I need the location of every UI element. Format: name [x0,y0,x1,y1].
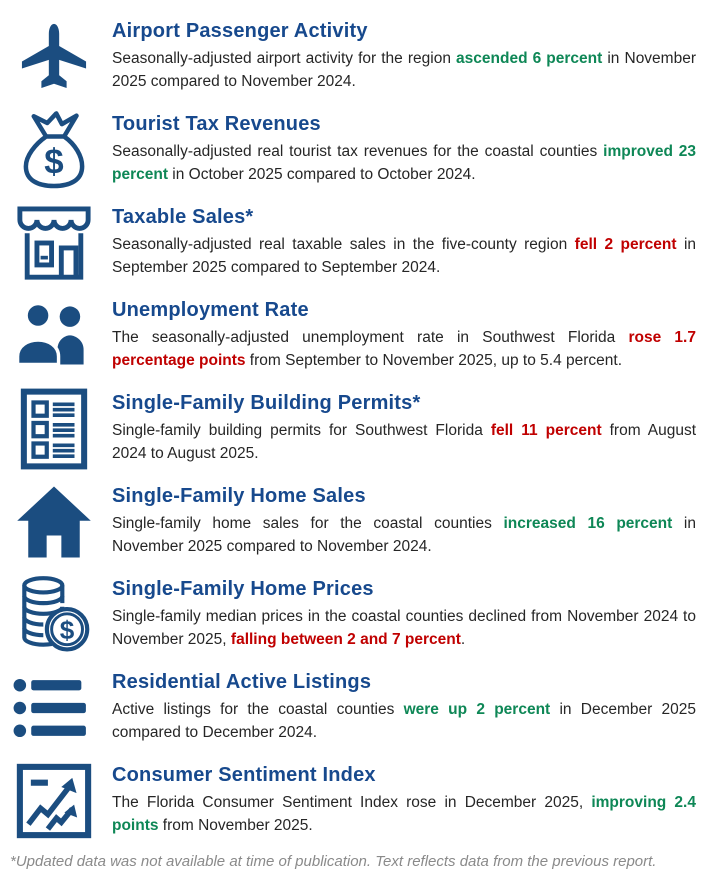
highlight-green: improved 23 percent [112,142,697,183]
indicator-section [10,291,696,380]
body-text: Active listings for the coastal counties [112,700,404,718]
section-body [112,327,696,373]
body-text: in September 2025 compared to September 2024. [112,235,697,276]
body-text: in November 2025 compared to November 2024. [112,514,696,555]
section-body [112,606,696,652]
section-title: Airport Passenger Activity [112,19,368,42]
people-icon [12,303,96,369]
section-title: Residential Active Listings [112,670,372,693]
indicator-section [10,756,696,845]
section-title: Single-Family Home Sales [112,484,366,507]
section-body [112,48,696,94]
highlight-red: falling between 2 and 7 percent [230,630,461,648]
section-body [112,699,696,745]
chart-increase-icon [15,762,93,840]
section-body [112,792,696,838]
section-body [112,234,696,280]
body-text: Seasonally-adjusted real tourist tax revenues for the coastal counties [112,142,604,160]
body-text: from September to November 2025, up to 5.4 percent. [245,351,623,369]
indicator-section [10,570,696,659]
indicator-section [10,384,696,473]
airplane-icon [18,17,90,97]
indicator-section [10,198,696,287]
body-text: Seasonally-adjusted real taxable sales in the five-county region [112,235,575,253]
indicator-section [10,477,696,566]
svg-text:$: $ [59,614,75,645]
body-text: . [460,630,466,648]
section-title: Consumer Sentiment Index [112,763,376,786]
page-footer [10,849,696,872]
section-title: Unemployment Rate [112,298,309,321]
highlight-green: ascended 6 percent [456,49,603,67]
money-bag-icon [18,109,90,191]
highlight-green: increased 16 percent [503,514,673,532]
body-text: in October 2025 compared to October 2024. [168,165,476,183]
section-title: Single-Family Home Prices [112,577,374,600]
footnote: *Updated data was not available at time of publication. Text reflects data from the previous report. [10,853,657,870]
body-text: from August 2024 to August 2025. [112,421,697,462]
highlight-green: improving 2.4 points [112,793,696,834]
svg-text:$: $ [44,142,64,182]
body-text: The Florida Consumer Sentiment Index rose in December 2025, [112,793,592,811]
body-text: from November 2025. [158,816,313,834]
section-body [112,141,696,187]
indicator-list [10,12,696,849]
section-title: Tourist Tax Revenues [112,112,321,135]
highlight-red: fell 11 percent [490,421,602,439]
body-text: Seasonally-adjusted airport activity for the region [112,49,457,67]
checklist-document-icon [20,388,88,470]
body-text: Single-family building permits for Southwest Florida [112,421,491,439]
list-icon [13,677,95,739]
body-text: Single-family median prices in the coastal counties declined from November 2024 to November 2025, [112,607,696,648]
section-title: Taxable Sales* [112,205,254,228]
body-text: in November 2025 compared to November 2024. [112,49,696,90]
section-title: Single-Family Building Permits* [112,391,421,414]
highlight-green: were up 2 percent [403,700,551,718]
body-text: in December 2025 compared to December 2024. [112,700,697,741]
body-text: The seasonally-adjusted unemployment rate in Southwest Florida [112,328,629,346]
indicator-section [10,12,696,101]
house-icon [14,484,94,560]
section-body [112,513,696,559]
indicator-section [10,105,696,194]
section-body [112,420,696,466]
storefront-icon [12,204,96,282]
highlight-red: rose 1.7 percentage points [112,328,696,369]
indicator-section [10,663,696,752]
highlight-red: fell 2 percent [574,235,677,253]
body-text: Single-family home sales for the coastal counties [112,514,504,532]
coins-icon [16,574,92,656]
